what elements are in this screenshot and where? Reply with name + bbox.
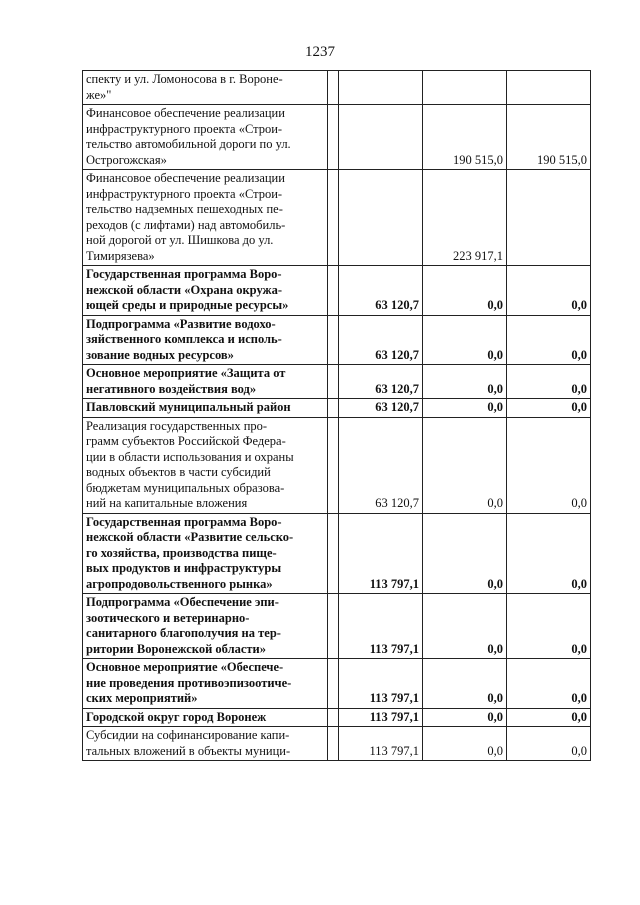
row-name: Подпрограмма «Развитие водохо- зяйственного комплекса и исполь- зование водных ресурсов» (86, 316, 282, 362)
row-name: Подпрограмма «Обеспечение эпи- зоотического и ветеринарно- санитарного благополучия на тер- ритории Воронежской области» (86, 595, 281, 656)
budget-table-body (83, 71, 591, 761)
empty-cell (328, 708, 339, 727)
table-row (83, 365, 591, 399)
budget-table (82, 70, 591, 761)
amount-cell-v3: 0,0 (507, 417, 591, 513)
table-row (83, 399, 591, 418)
empty-cell (328, 105, 339, 170)
row-name-cell (83, 513, 328, 594)
amount-cell-v1: 113 797,1 (339, 708, 423, 727)
empty-cell (328, 266, 339, 316)
page-number: 1237 (305, 44, 335, 60)
table-row (83, 266, 591, 316)
amount-cell-v3: 0,0 (507, 513, 591, 594)
row-name: Основное мероприятие «Обеспече- ние проведения противоэпизоотиче- ских мероприятий» (86, 660, 292, 705)
amount-cell-v3: 0,0 (507, 365, 591, 399)
row-name-cell (83, 659, 328, 709)
amount-cell-v3: 0,0 (507, 594, 591, 659)
amount-cell-v2: 223 917,1 (423, 170, 507, 266)
amount-cell-v3: 190 515,0 (507, 105, 591, 170)
amount-cell-v2: 0,0 (423, 266, 507, 316)
amount-cell-v2: 0,0 (423, 727, 507, 761)
amount-cell-v2: 0,0 (423, 513, 507, 594)
empty-cell (328, 727, 339, 761)
amount-cell-v3: 0,0 (507, 708, 591, 727)
amount-cell-v1: 113 797,1 (339, 594, 423, 659)
row-name-cell (83, 170, 328, 266)
row-name-cell (83, 105, 328, 170)
table-row (83, 727, 591, 761)
table-row (83, 170, 591, 266)
empty-cell (328, 315, 339, 365)
amount-cell-v1: 63 120,7 (339, 315, 423, 365)
amount-cell-v2: 0,0 (423, 594, 507, 659)
amount-cell-v3 (507, 71, 591, 105)
row-name: Основное мероприятие «Защита от негативного воздействия вод» (86, 366, 286, 396)
amount-cell-v1: 63 120,7 (339, 399, 423, 418)
table-row (83, 594, 591, 659)
row-name: Государственная программа Воро- нежской области «Развитие сельско- го хозяйства, производства пище- вых продуктов и инфраструктуры агропродовольственного рынка» (86, 514, 294, 591)
amount-cell-v2 (423, 71, 507, 105)
amount-cell-v3: 0,0 (507, 266, 591, 316)
empty-cell (328, 399, 339, 418)
amount-cell-v3 (507, 170, 591, 266)
row-name: спекту и ул. Ломоносова в г. Вороне- же»" (86, 72, 283, 102)
amount-cell-v1: 63 120,7 (339, 417, 423, 513)
row-name: Финансовое обеспечение реализации инфраструктурного проекта «Строи- тельство автомобильной дороги по ул. Острогожская» (86, 106, 291, 167)
amount-cell-v1 (339, 105, 423, 170)
table-row (83, 417, 591, 513)
table-row (83, 659, 591, 709)
empty-cell (328, 417, 339, 513)
amount-cell-v2: 0,0 (423, 315, 507, 365)
amount-cell-v1 (339, 71, 423, 105)
empty-cell (328, 71, 339, 105)
row-name: Павловский муниципальный район (86, 400, 291, 414)
row-name-cell (83, 399, 328, 418)
amount-cell-v2: 0,0 (423, 708, 507, 727)
amount-cell-v3: 0,0 (507, 727, 591, 761)
empty-cell (328, 594, 339, 659)
amount-cell-v1: 113 797,1 (339, 513, 423, 594)
amount-cell-v2: 0,0 (423, 365, 507, 399)
table-row (83, 105, 591, 170)
table-row (83, 315, 591, 365)
amount-cell-v1: 63 120,7 (339, 266, 423, 316)
empty-cell (328, 170, 339, 266)
row-name: Финансовое обеспечение реализации инфраструктурного проекта «Строи- тельство надземных пешеходных пе- реходов (с лифтами) над автомобиль- ной дорогой от ул. Шишкова до ул. Тимирязева» (86, 171, 286, 263)
row-name-cell (83, 727, 328, 761)
row-name: Городской округ город Воронеж (86, 709, 267, 724)
table-row (83, 708, 591, 727)
row-name: Субсидии на софинансирование капи- тальных вложений в объекты муници- (86, 728, 291, 758)
amount-cell-v3: 0,0 (507, 399, 591, 418)
row-name-cell (83, 266, 328, 316)
amount-cell-v2: 0,0 (423, 659, 507, 709)
amount-cell-v1: 113 797,1 (339, 659, 423, 709)
row-name-cell (83, 365, 328, 399)
amount-cell-v2: 190 515,0 (423, 105, 507, 170)
row-name-cell (83, 708, 328, 727)
row-name: Государственная программа Воро- нежской области «Охрана окружа- ющей среды и природные ресурсы» (86, 267, 289, 312)
table-row (83, 513, 591, 594)
amount-cell-v1 (339, 170, 423, 266)
empty-cell (328, 659, 339, 709)
amount-cell-v2: 0,0 (423, 417, 507, 513)
empty-cell (328, 365, 339, 399)
row-name-cell (83, 417, 328, 513)
row-name-cell (83, 71, 328, 105)
amount-cell-v1: 113 797,1 (339, 727, 423, 761)
table-row (83, 71, 591, 105)
row-name-cell (83, 315, 328, 365)
row-name: Реализация государственных про- грамм субъектов Российской Федера- ции в области использования и охраны водных объектов в части субсидий бюджетам муниципальных образова- ний на капитальные вложения (86, 418, 294, 510)
row-name-cell (83, 594, 328, 659)
amount-cell-v3: 0,0 (507, 315, 591, 365)
amount-cell-v1: 63 120,7 (339, 365, 423, 399)
amount-cell-v3: 0,0 (507, 659, 591, 709)
empty-cell (328, 513, 339, 594)
amount-cell-v2: 0,0 (423, 399, 507, 418)
